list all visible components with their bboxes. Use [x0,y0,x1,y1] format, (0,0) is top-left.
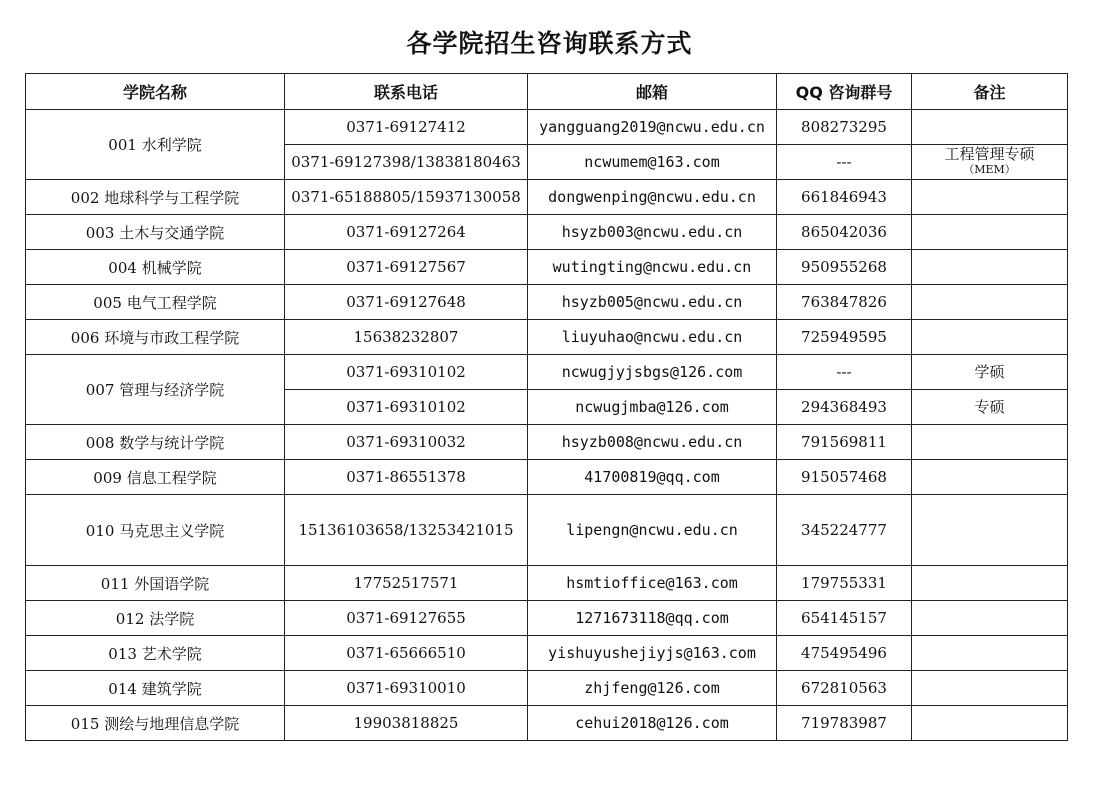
phone-cell: 0371-69127264 [285,215,528,250]
phone-cell: 17752517571 [285,566,528,601]
table-row [26,285,1068,320]
email-cell: 41700819@qq.com [528,460,777,495]
phone-cell: 0371-69127567 [285,250,528,285]
note-cell [912,566,1068,601]
col-header-phone: 联系电话 [285,74,528,110]
qq-cell: 475495496 [777,636,912,671]
college-cell: 005 电气工程学院 [26,285,285,320]
email-cell: ncwumem@163.com [528,145,777,180]
note-cell [912,495,1068,566]
qq-cell: --- [777,145,912,180]
qq-cell: 808273295 [777,110,912,145]
note-cell [912,145,1068,180]
note-cell [912,601,1068,636]
table-row [26,601,1068,636]
email-cell: wutingting@ncwu.edu.cn [528,250,777,285]
college-cell: 004 机械学院 [26,250,285,285]
phone-cell: 0371-69127648 [285,285,528,320]
email-cell: liuyuhao@ncwu.edu.cn [528,320,777,355]
college-cell: 014 建筑学院 [26,671,285,706]
col-header-email: 邮箱 [528,74,777,110]
phone-cell: 15638232807 [285,320,528,355]
table-row [26,636,1068,671]
college-cell: 009 信息工程学院 [26,460,285,495]
email-cell: zhjfeng@126.com [528,671,777,706]
note-cell [912,320,1068,355]
college-cell: 015 测绘与地理信息学院 [26,706,285,741]
contacts-table [25,73,1068,741]
college-cell: 012 法学院 [26,601,285,636]
page-title: 各学院招生咨询联系方式 [406,29,693,58]
email-cell: hsmtioffice@163.com [528,566,777,601]
note-cell [912,285,1068,320]
college-cell: 007 管理与经济学院 [26,355,285,425]
email-cell: ncwugjyjsbgs@126.com [528,355,777,390]
qq-cell: 661846943 [777,180,912,215]
qq-cell: 865042036 [777,215,912,250]
col-header-qq: QQ 咨询群号 [777,74,912,110]
email-cell: lipengn@ncwu.edu.cn [528,495,777,566]
qq-cell: 791569811 [777,425,912,460]
phone-cell: 0371-69310010 [285,671,528,706]
phone-cell: 0371-69310102 [285,355,528,390]
table-row [26,355,1068,390]
note-cell [912,215,1068,250]
phone-cell: 0371-69127655 [285,601,528,636]
phone-cell: 19903818825 [285,706,528,741]
phone-cell: 0371-69310102 [285,390,528,425]
qq-cell: 672810563 [777,671,912,706]
phone-cell: 0371-65666510 [285,636,528,671]
college-cell: 002 地球科学与工程学院 [26,180,285,215]
qq-cell: 915057468 [777,460,912,495]
note-cell [912,180,1068,215]
col-header-college: 学院名称 [26,74,285,110]
email-cell: yangguang2019@ncwu.edu.cn [528,110,777,145]
email-cell: hsyzb005@ncwu.edu.cn [528,285,777,320]
qq-cell: 294368493 [777,390,912,425]
table-row [26,706,1068,741]
note-subtext: （MEM） [963,163,1016,176]
col-header-note: 备注 [912,74,1068,110]
qq-cell: 654145157 [777,601,912,636]
email-cell: cehui2018@126.com [528,706,777,741]
qq-cell: 725949595 [777,320,912,355]
note-cell [912,706,1068,741]
email-cell: hsyzb008@ncwu.edu.cn [528,425,777,460]
table-row [26,460,1068,495]
note-cell [912,425,1068,460]
qq-cell: 719783987 [777,706,912,741]
note-cell [912,110,1068,145]
note-cell: 学硕 [912,355,1068,390]
table-row [26,110,1068,145]
phone-cell: 0371-86551378 [285,460,528,495]
phone-cell: 0371-69127398/13838180463 [285,145,528,180]
email-cell: yishuyushejiyjs@163.com [528,636,777,671]
table-row [26,566,1068,601]
note-cell [912,636,1068,671]
college-cell: 010 马克思主义学院 [26,495,285,566]
qq-cell: 763847826 [777,285,912,320]
qq-cell: 950955268 [777,250,912,285]
note-text: 工程管理专硕 [944,145,1035,163]
note-cell: 专硕 [912,390,1068,425]
college-cell: 003 土木与交通学院 [26,215,285,250]
qq-cell: 179755331 [777,566,912,601]
college-cell: 011 外国语学院 [26,566,285,601]
email-cell: ncwugjmba@126.com [528,390,777,425]
table-row [26,180,1068,215]
phone-cell: 0371-69310032 [285,425,528,460]
phone-cell: 15136103658/13253421015 [285,495,528,566]
college-cell: 013 艺术学院 [26,636,285,671]
note-cell [912,250,1068,285]
qq-cell: 345224777 [777,495,912,566]
email-cell: 1271673118@qq.com [528,601,777,636]
college-cell: 008 数学与统计学院 [26,425,285,460]
table-row [26,671,1068,706]
phone-cell: 0371-65188805/15937130058 [285,180,528,215]
email-cell: hsyzb003@ncwu.edu.cn [528,215,777,250]
phone-cell: 0371-69127412 [285,110,528,145]
email-cell: dongwenping@ncwu.edu.cn [528,180,777,215]
table-row [26,250,1068,285]
table-row [26,320,1068,355]
college-cell: 006 环境与市政工程学院 [26,320,285,355]
college-cell: 001 水利学院 [26,110,285,180]
header-row [26,74,1068,110]
table-row [26,425,1068,460]
table-row [26,495,1068,566]
qq-cell: --- [777,355,912,390]
note-cell [912,460,1068,495]
note-cell [912,671,1068,706]
table-row [26,215,1068,250]
